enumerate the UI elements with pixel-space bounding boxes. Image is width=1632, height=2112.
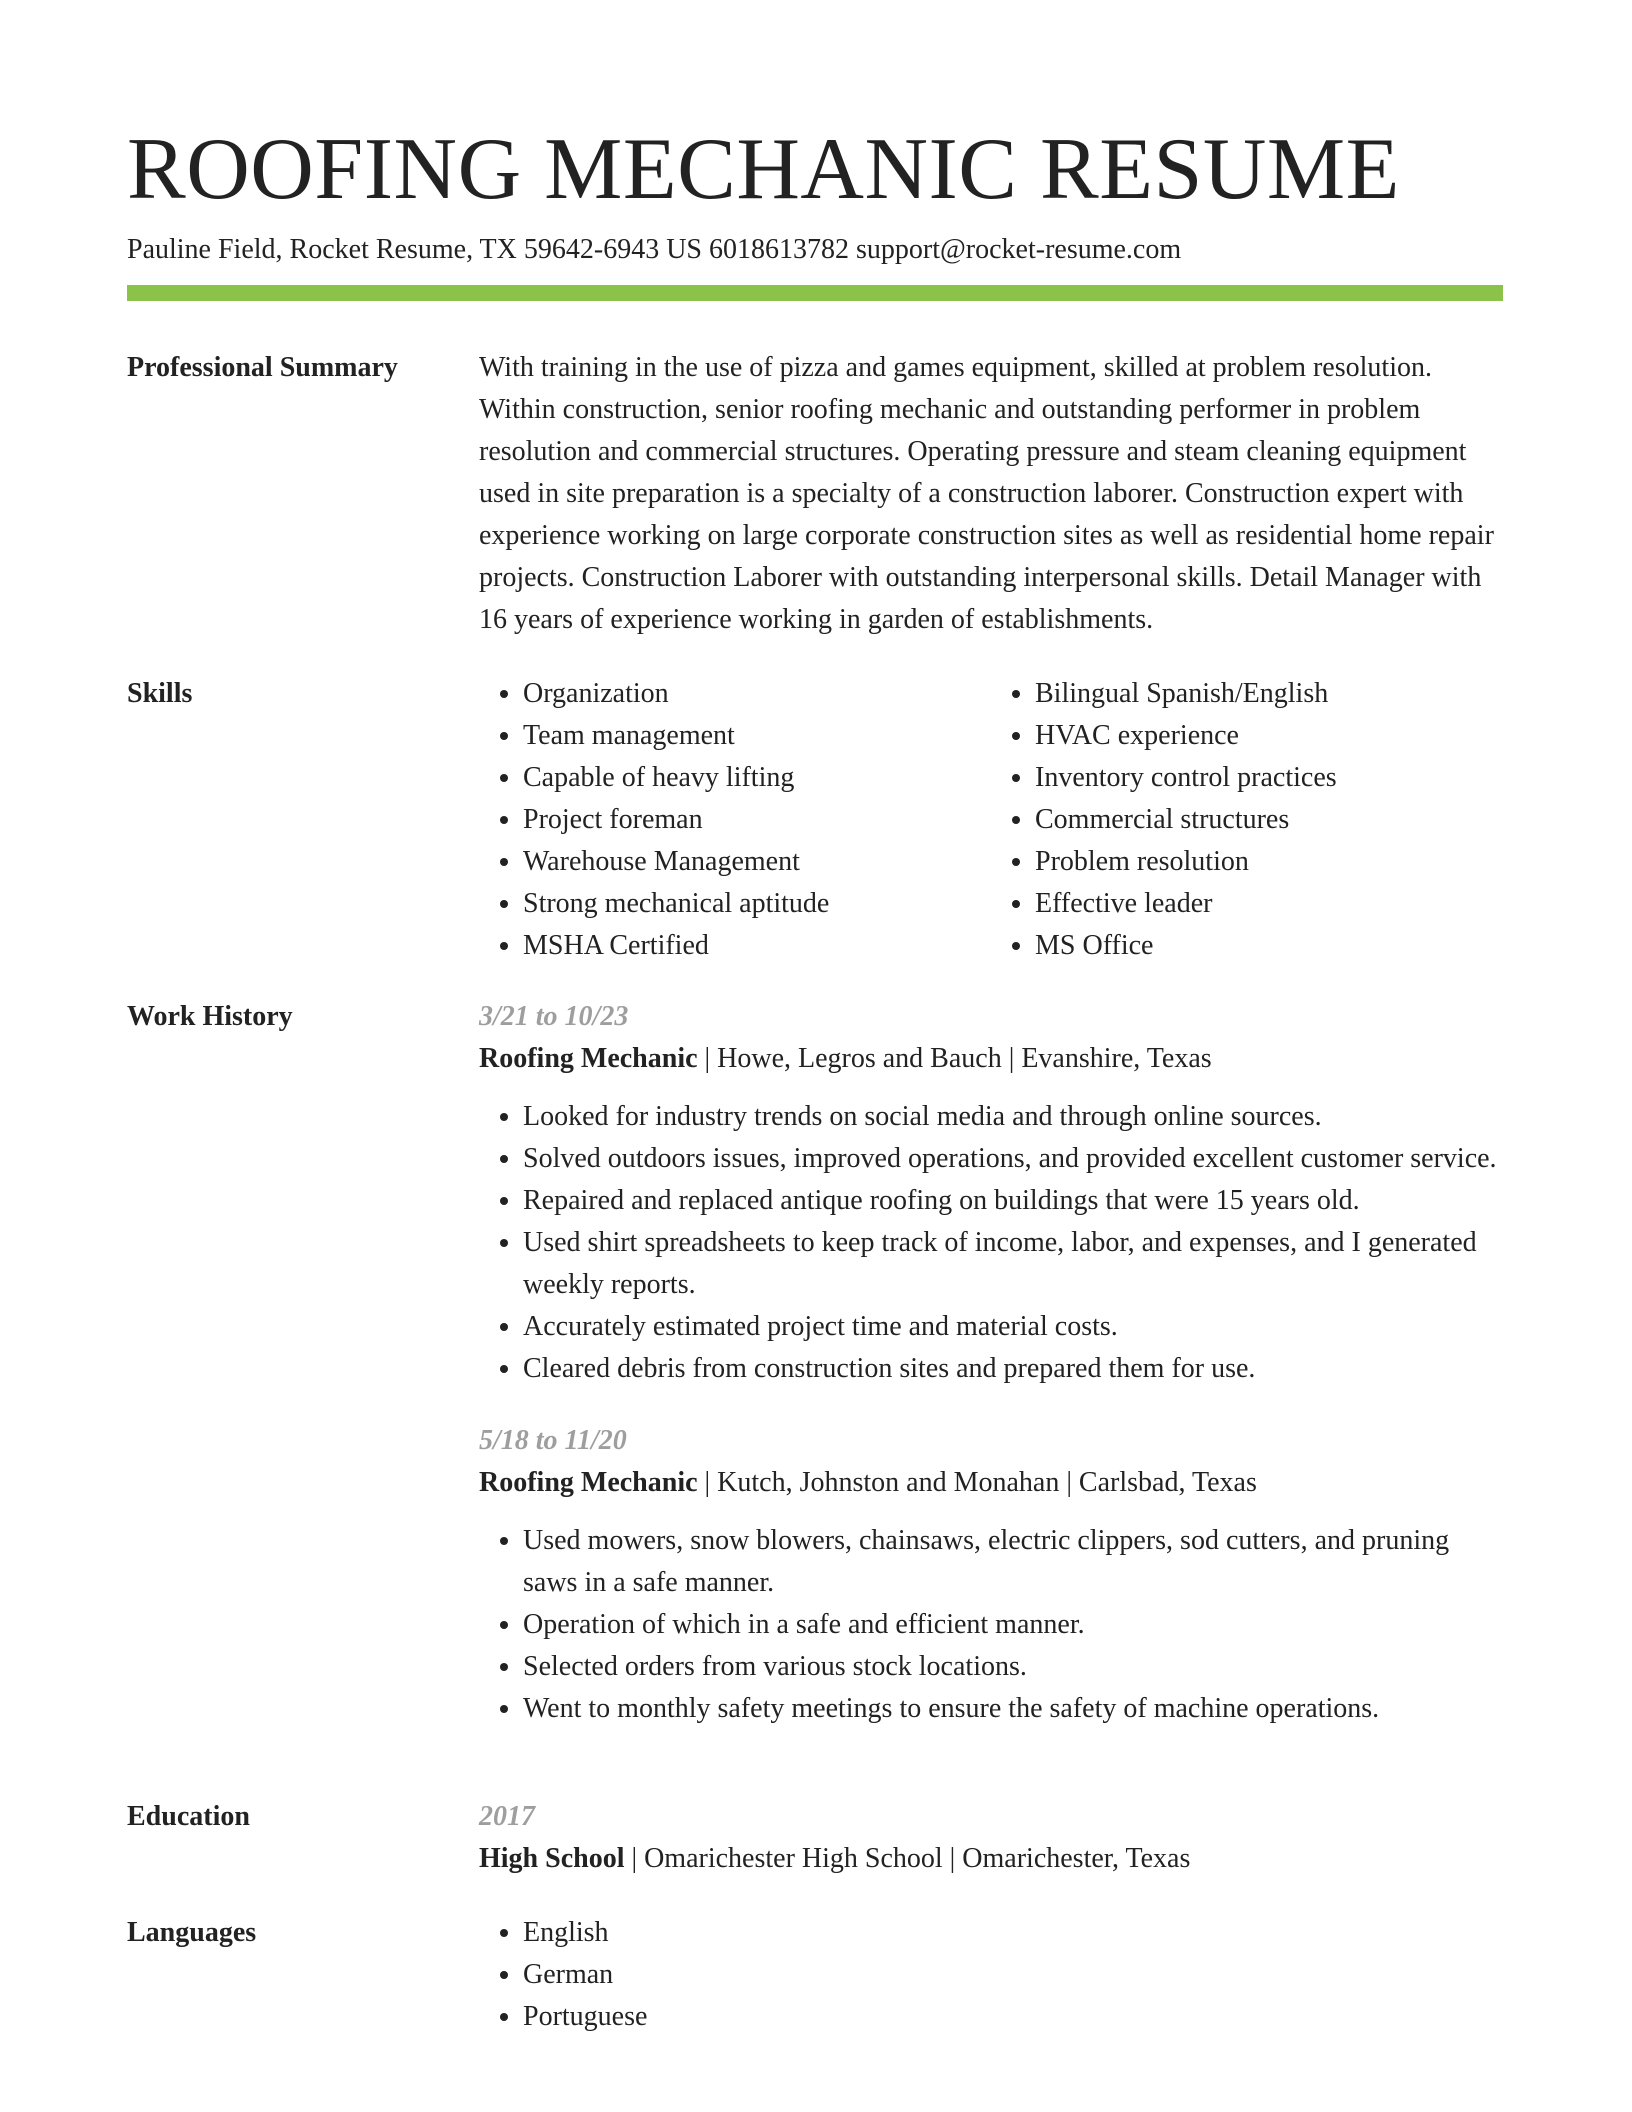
job-bullet: • Went to monthly safety meetings to ensure the safety of machine operations. <box>523 1688 1503 1730</box>
skill-item: • Problem resolution <box>1035 841 1503 883</box>
skill-item: • Inventory control practices <box>1035 757 1503 799</box>
job-bullets <box>479 1096 1503 1390</box>
job-bullet: • Used shirt spreadsheets to keep track of income, labor, and expenses, and I generated weekly reports. <box>523 1222 1503 1306</box>
skill-item: • Bilingual Spanish/English <box>1035 673 1503 715</box>
job-bullet: • Repaired and replaced antique roofing on buildings that were 15 years old. <box>523 1180 1503 1222</box>
job-entry <box>479 1420 1503 1730</box>
summary-text: With training in the use of pizza and games equipment, skilled at problem resolution. Within construction, senior roofing mechanic and outstanding performer in problem resolution and commercial structures. Operating pressure and steam cleaning equipment used in site preparation is a specialty of a construction laborer. Construction expert with experience working on large corporate construction sites as well as residential home repair projects. Construction Laborer with outstanding interpersonal skills. Detail Manager with 16 years of experience working in garden of establishments. <box>479 352 1494 635</box>
job-role-line <box>479 1038 1503 1080</box>
education-line <box>479 1838 1503 1880</box>
job-title: Roofing Mechanic <box>479 1467 698 1498</box>
job-bullet: • Accurately estimated project time and material costs. <box>523 1306 1503 1348</box>
skill-item: • Strong mechanical aptitude <box>523 883 991 925</box>
job-bullets <box>479 1520 1503 1730</box>
job-role-line <box>479 1462 1503 1504</box>
skill-item: • Commercial structures <box>1035 799 1503 841</box>
contact-line: Pauline Field, Rocket Resume, TX 59642-6943 US 6018613782 support@rocket-resume.com <box>127 234 1182 265</box>
section-label-languages: Languages <box>127 1917 257 1948</box>
job-bullet: • Used mowers, snow blowers, chainsaws, electric clippers, sod cutters, and pruning saws in a safe manner. <box>523 1520 1503 1604</box>
job-entry <box>479 996 1503 1390</box>
skill-item: • Project foreman <box>523 799 991 841</box>
job-bullet: • Cleared debris from construction sites and prepared them for use. <box>523 1348 1503 1390</box>
job-employer: | Howe, Legros and Bauch | Evanshire, Texas <box>697 1043 1212 1074</box>
skill-item: • Effective leader <box>1035 883 1503 925</box>
skills-list-right <box>991 673 1503 967</box>
language-item: • German <box>523 1954 1503 1996</box>
education-year: 2017 <box>479 1801 535 1832</box>
job-bullet: • Solved outdoors issues, improved operations, and provided excellent customer service. <box>523 1138 1503 1180</box>
skill-item: • Capable of heavy lifting <box>523 757 991 799</box>
job-title: Roofing Mechanic <box>479 1043 698 1074</box>
job-dates: 3/21 to 10/23 <box>479 1001 629 1032</box>
skill-item: • MSHA Certified <box>523 925 991 967</box>
skill-item: • HVAC experience <box>1035 715 1503 757</box>
job-bullet: • Operation of which in a safe and efficient manner. <box>523 1604 1503 1646</box>
education-school: | Omarichester High School | Omarichester, Texas <box>624 1843 1191 1874</box>
resume-title: ROOFING MECHANIC RESUME <box>127 121 1400 218</box>
section-label-skills: Skills <box>127 678 193 709</box>
section-label-education: Education <box>127 1801 250 1832</box>
job-bullet: • Selected orders from various stock locations. <box>523 1646 1503 1688</box>
language-item: • English <box>523 1912 1503 1954</box>
skill-item: • MS Office <box>1035 925 1503 967</box>
job-employer: | Kutch, Johnston and Monahan | Carlsbad, Texas <box>697 1467 1257 1498</box>
skills-list-left <box>479 673 991 967</box>
section-label-summary: Professional Summary <box>127 352 398 383</box>
job-bullet: • Looked for industry trends on social media and through online sources. <box>523 1096 1503 1138</box>
section-label-work: Work History <box>127 1001 293 1032</box>
languages-list <box>479 1912 1503 2038</box>
language-item: • Portuguese <box>523 1996 1503 2038</box>
header-divider <box>127 285 1503 301</box>
job-dates: 5/18 to 11/20 <box>479 1425 627 1456</box>
education-degree: High School <box>479 1843 625 1874</box>
skill-item: • Organization <box>523 673 991 715</box>
skill-item: • Team management <box>523 715 991 757</box>
skill-item: • Warehouse Management <box>523 841 991 883</box>
